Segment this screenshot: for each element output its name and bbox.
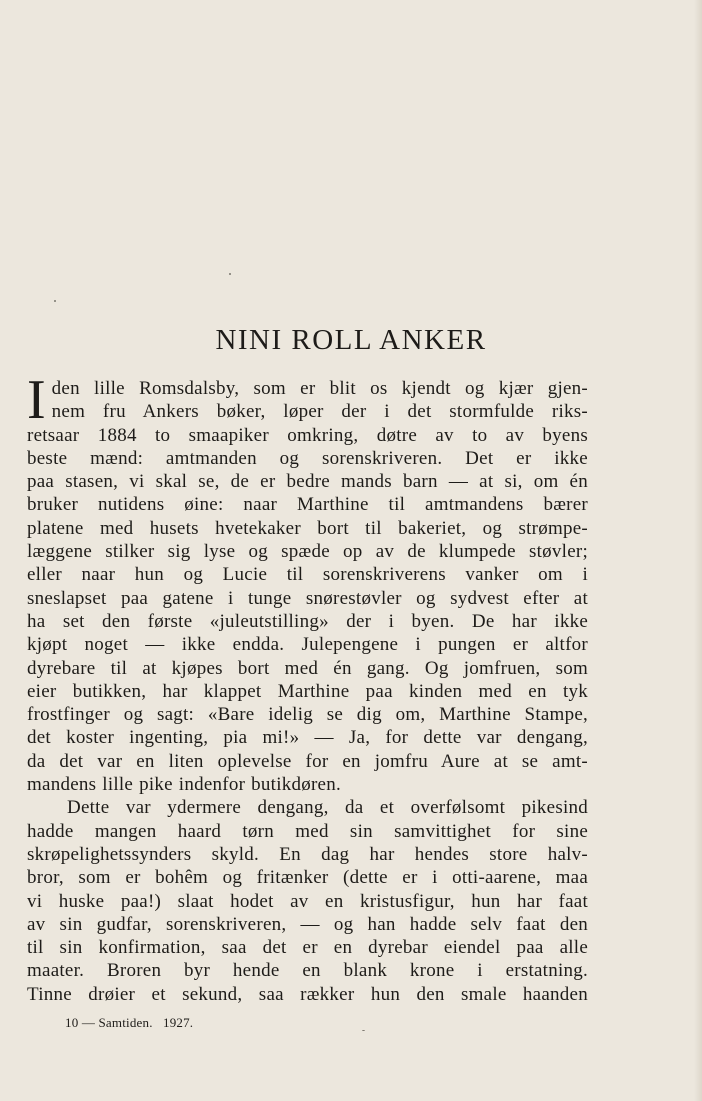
- drop-cap: I: [27, 369, 46, 431]
- text-line: kjøpt noget — ikke endda. Julepengene i pungen er altfor: [27, 634, 588, 656]
- text-line: mandens lille pike indenfor butikdøren.: [27, 774, 341, 796]
- text-line: eier butikken, har klappet Marthine paa kinden med en tyk: [27, 680, 588, 702]
- text-line: ha set den første «juleutstilling» der i byen. De har ikke: [27, 610, 588, 632]
- text-line: dyrebare til at kjøpes bort med én gang. Og jomfruen, som: [27, 657, 588, 679]
- paragraph-1: [27, 369, 588, 796]
- text-line: maater. Broren byr hende en blank krone i erstatning.: [27, 960, 588, 982]
- text-line: læggene stilker sig lyse og spæde op av de klumpede støvler;: [27, 541, 588, 563]
- paragraph-2: [27, 796, 588, 1006]
- text-line: frostfinger og sagt: «Bare idelig se dig om, Marthine Stampe,: [27, 704, 588, 726]
- text-line: sneslapset paa gatene i tunge snørestøvler og sydvest efter at: [27, 587, 588, 609]
- paper-speck: [54, 300, 56, 302]
- text-line: da det var en liten oplevelse for en jomfru Aure at se amt-: [27, 750, 588, 772]
- paper-speck: [229, 273, 231, 275]
- text-line: av sin gudfar, sorenskriveren, — og han hadde selv faat den: [27, 913, 588, 935]
- page-edge: [694, 0, 702, 1101]
- article-title: NINI ROLL ANKER: [215, 324, 487, 356]
- text-line: skrøpelighetssynders skyld. En dag har hendes store halv-: [27, 843, 588, 865]
- text-line: paa stasen, vi skal se, de er bedre mands barn — at si, om én: [27, 471, 588, 493]
- text-line: hadde mangen haard tørn med sin samvittighet for sine: [27, 820, 588, 842]
- text-line: den lille Romsdalsby, som er blit os kjendt og kjær gjen-: [51, 378, 588, 399]
- text-line: vi huske paa!) slaat hodet av en kristusfigur, hun har faat: [27, 890, 588, 912]
- text-line: beste mænd: amtmanden og sorenskriveren. Det er ikke: [27, 447, 588, 469]
- text-line: Tinne drøier et sekund, saa rækker hun den smale haanden: [27, 983, 588, 1005]
- text-line: til sin konfirmation, saa det er en dyrebar eiendel paa alle: [27, 937, 588, 959]
- article-body: [27, 369, 588, 1006]
- text-line: det koster ingenting, pia mi!» — Ja, for dette var dengang,: [27, 727, 588, 749]
- text-line: bruker nutidens øine: naar Marthine til amtmandens bærer: [27, 494, 588, 516]
- text-line: bror, som er bohêm og fritænker (dette er i otti-aarene, maa: [27, 867, 588, 889]
- text-line: eller naar hun og Lucie til sorenskriverens vanker om i: [27, 564, 588, 586]
- page-footer: 10 — Samtiden. 1927.: [65, 1015, 194, 1030]
- text-line: retsaar 1884 to smaapiker omkring, døtre av to av byens: [27, 424, 588, 446]
- text-line: nem fru Ankers bøker, løper der i det stormfulde riks-: [51, 401, 588, 423]
- text-line: Dette var ydermere dengang, da et overfølsomt pikesind: [67, 797, 588, 819]
- text-line: platene med husets hvetekaker bort til bakeriet, og strømpe-: [27, 517, 588, 539]
- paper-speck: [362, 1030, 365, 1031]
